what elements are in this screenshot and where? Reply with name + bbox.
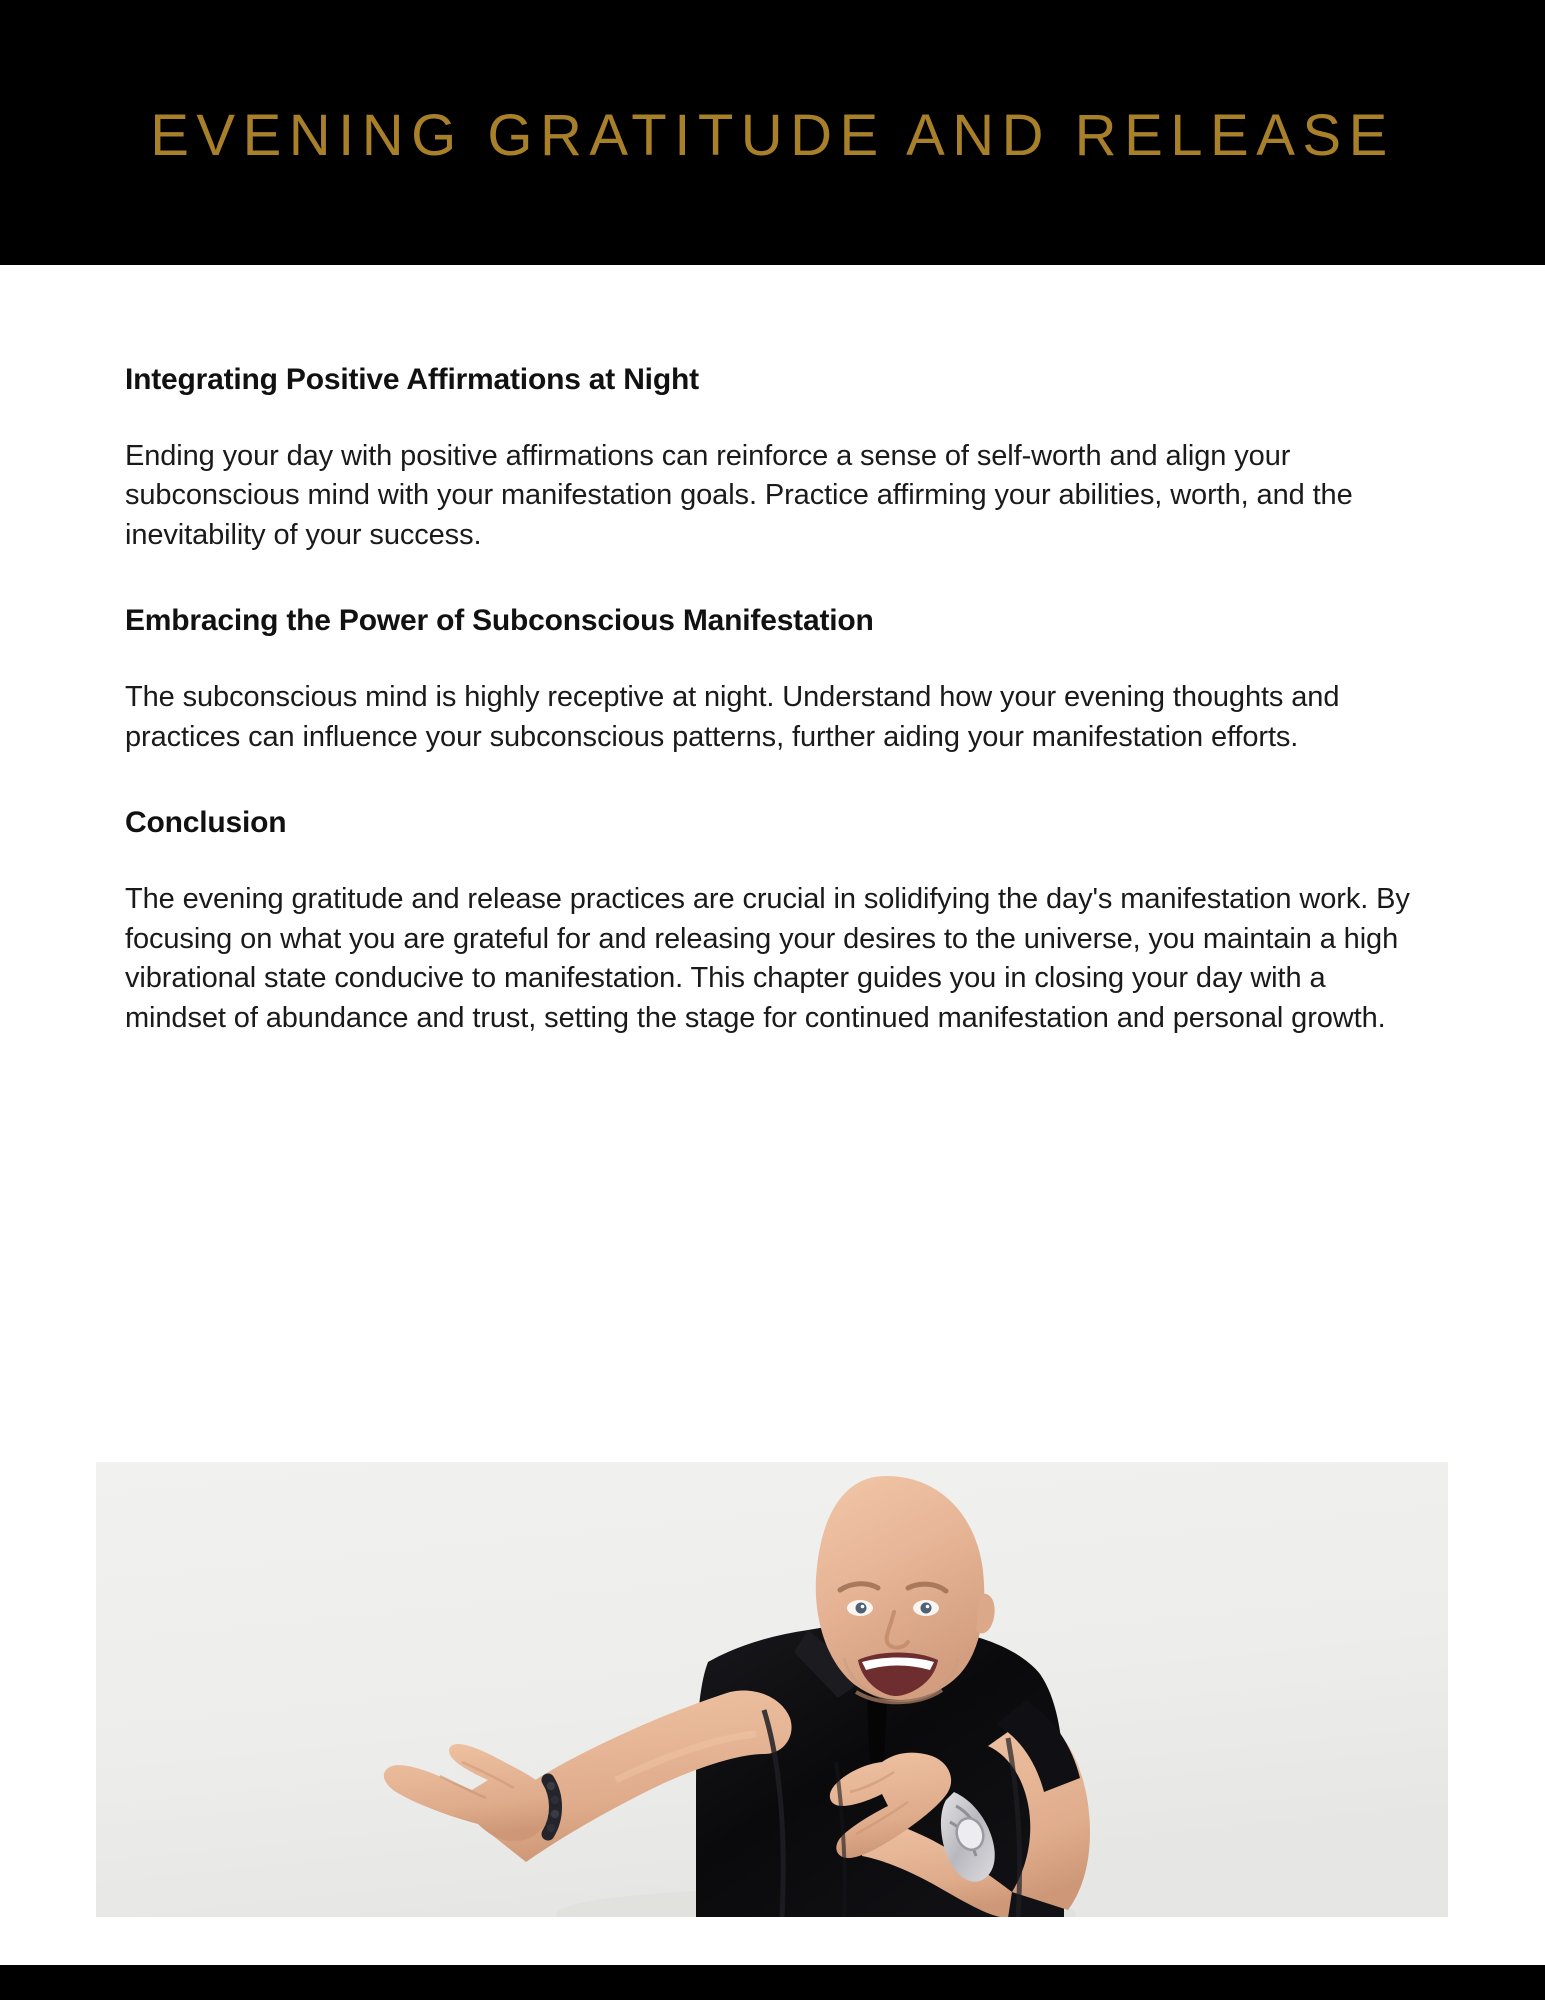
spacer [125,842,1425,880]
section-paragraph: The subconscious mind is highly receptive at night. Understand how your evening thoughts and practices can influence your subconscious patterns, further aiding your manifestation efforts. [125,681,1340,753]
spacer [125,640,1425,678]
chapter-photo [96,1462,1448,1917]
spacer [125,555,1425,601]
spacer [125,757,1425,803]
section-paragraph: Ending your day with positive affirmations can reinforce a sense of self-worth and align your subconscious mind with your manifestation goals. Practice affirming your abilities, worth, and the inevitability of your success. [125,440,1353,551]
section-embracing-subconscious-manifestation [125,601,1425,757]
photo-illustration [96,1462,1448,1917]
page-footer [0,1965,1545,2000]
section-heading: Embracing the Power of Subconscious Manifestation [125,604,874,638]
page-title: EVENING GRATITUDE AND RELEASE [150,102,1395,168]
page-header [0,0,1545,265]
document-content [125,265,1425,1038]
spacer-top [125,265,1425,360]
section-heading: Conclusion [125,806,287,840]
section-paragraph: The evening gratitude and release practices are crucial in solidifying the day's manifestation work. By focusing on what you are grateful for and releasing your desires to the universe, you maintain a high vibrational state conducive to manifestation. This chapter guides you in closing your day with a mindset of abundance and trust, setting the stage for continued manifestation and personal growth. [125,883,1410,1034]
section-integrating-positive-affirmations [125,360,1425,555]
section-heading: Integrating Positive Affirmations at Night [125,363,699,396]
spacer [125,399,1425,437]
section-conclusion [125,803,1425,1038]
